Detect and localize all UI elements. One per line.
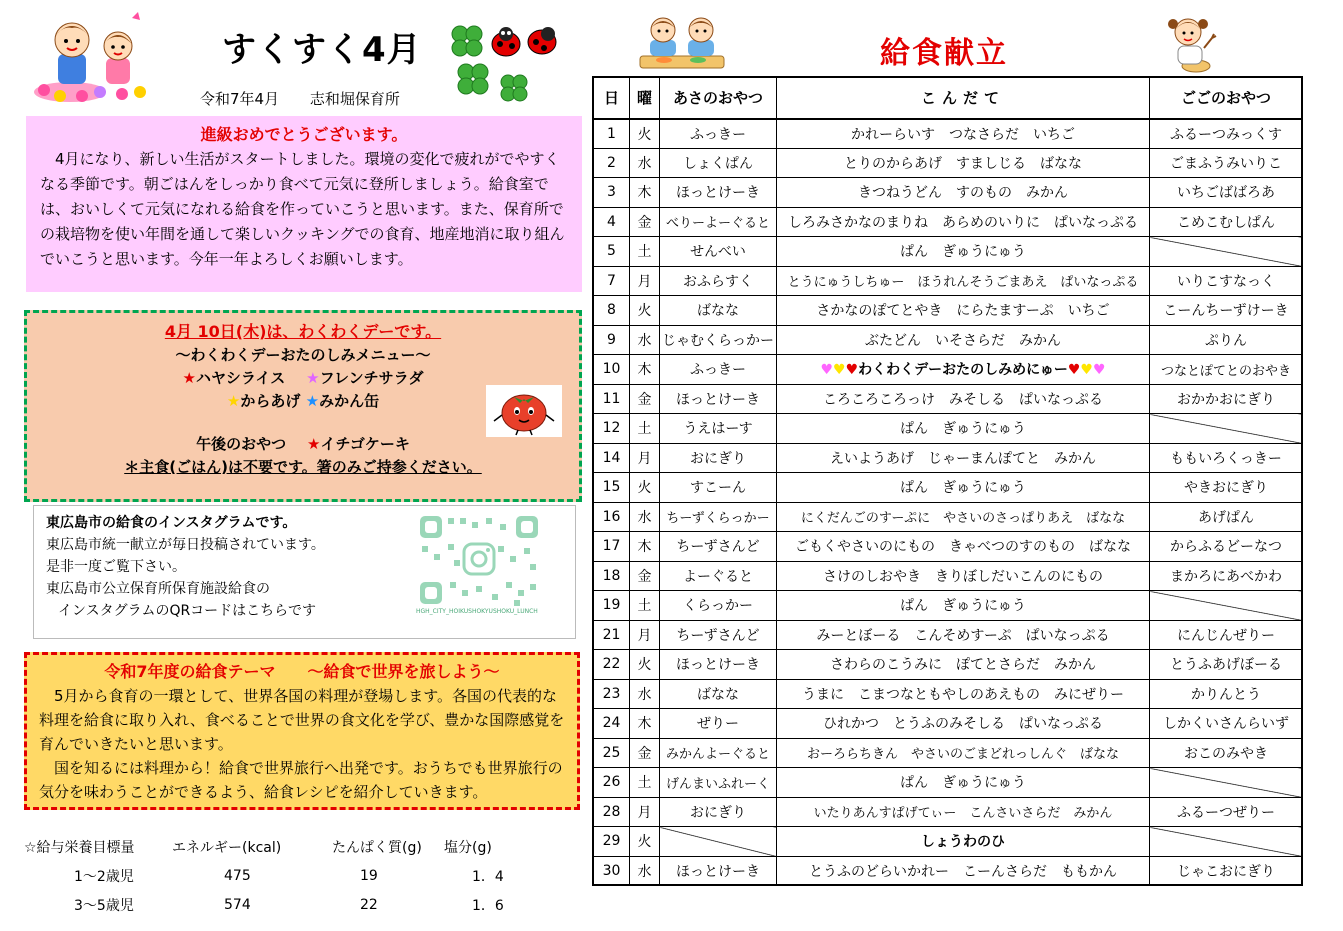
- weekday-cell: 土: [630, 237, 660, 267]
- table-row: [594, 797, 1303, 827]
- afternoon-snack-cell: からふるどーなつ: [1150, 532, 1303, 562]
- day-cell: 14: [594, 443, 630, 473]
- wakuwaku-item-2: フレンチサラダ: [319, 369, 424, 387]
- instagram-line-2: 東広島市統一献立が毎日投稿されています。: [46, 537, 325, 553]
- menu-cell: ぱん ぎゅうにゅう: [777, 414, 1150, 444]
- menu-cell: さけのしおやき きりぼしだいこんのにもの: [777, 561, 1150, 591]
- star-icon: ★: [305, 392, 320, 410]
- tomato-character-icon: [486, 385, 562, 437]
- day-cell: 29: [594, 827, 630, 857]
- table-row: [594, 561, 1303, 591]
- morning-snack-cell: おにぎり: [660, 797, 777, 827]
- weekday-cell: 土: [630, 768, 660, 798]
- morning-snack-cell: しょくぱん: [660, 148, 777, 178]
- morning-snack-cell: せんべい: [660, 237, 777, 267]
- wakuwaku-note: ＊主食(ごはん)は不要です。箸のみご持参ください。: [124, 458, 482, 476]
- afternoon-snack-cell: しかくいさんらいず: [1150, 709, 1303, 739]
- menu-cell: ころころころっけ みそしる ぱいなっぷる: [777, 384, 1150, 414]
- menu-cell: かれーらいす つなさらだ いちご: [777, 119, 1150, 149]
- table-row: [594, 768, 1303, 798]
- afternoon-snack-cell: いちごばばろあ: [1150, 178, 1303, 208]
- table-row: [594, 709, 1303, 739]
- afternoon-snack-cell: ももいろくっきー: [1150, 443, 1303, 473]
- wakuwaku-item-4: みかん缶: [319, 392, 380, 410]
- clover-icon: [444, 20, 564, 102]
- afternoon-snack-cell: じゃこおにぎり: [1150, 856, 1303, 886]
- nutrition-salt: 1．4: [472, 868, 504, 885]
- table-row: [594, 296, 1303, 326]
- wakuwaku-heading: 4月 10日(木)は、わくわくデーです。: [164, 322, 442, 341]
- column-header-morning-snack: あさのおやつ: [660, 78, 777, 119]
- nutrition-header: エネルギー(kcal): [172, 839, 282, 856]
- heart-icon: ♥: [1067, 362, 1081, 379]
- instagram-line-4: 東広島市公立保育所保育施設給食の: [46, 581, 270, 597]
- table-row: [594, 266, 1303, 296]
- menu-cell: ぱん ぎゅうにゅう: [777, 473, 1150, 503]
- weekday-cell: 月: [630, 266, 660, 296]
- menu-cell: えいようあげ じゃーまんぽてと みかん: [777, 443, 1150, 473]
- table-row: [594, 473, 1303, 503]
- heart-icon: ♥: [845, 362, 859, 379]
- afternoon-snack-cell: ぷりん: [1150, 325, 1303, 355]
- issue-date: 令和7年4月: [200, 90, 280, 108]
- day-cell: 28: [594, 797, 630, 827]
- menu-cell: ぱん ぎゅうにゅう: [777, 591, 1150, 621]
- afternoon-snack-cell: まかろにあべかわ: [1150, 561, 1303, 591]
- table-row: [594, 827, 1303, 857]
- column-header-day: 日: [594, 78, 630, 119]
- afternoon-snack-cell: とうふあげぼーる: [1150, 650, 1303, 680]
- column-header-weekday: 曜: [630, 78, 660, 119]
- day-cell: 1: [594, 119, 630, 149]
- table-row: [594, 856, 1303, 886]
- nutrition-energy: 475: [224, 867, 251, 884]
- nutrition-protein: 22: [360, 896, 378, 913]
- weekday-cell: 木: [630, 355, 660, 385]
- weekday-cell: 火: [630, 827, 660, 857]
- day-cell: 21: [594, 620, 630, 650]
- afternoon-snack-cell-empty: [1150, 591, 1303, 621]
- day-cell: 23: [594, 679, 630, 709]
- morning-snack-cell: おふらすく: [660, 266, 777, 296]
- day-cell: 2: [594, 148, 630, 178]
- heart-icon: ♥: [820, 362, 833, 379]
- instagram-line-5: インスタグラムのQRコードはこちらです: [58, 603, 317, 619]
- heart-icon: ♥: [833, 362, 846, 379]
- nutrition-protein: 19: [360, 867, 378, 884]
- nutrition-age: 1～2歳児: [74, 868, 134, 885]
- menu-cell: ぱん ぎゅうにゅう: [777, 237, 1150, 267]
- menu-cell: みーとぼーる こんそめすーぷ ぱいなっぷる: [777, 620, 1150, 650]
- theme-paragraph-1: 5月から食育の一環として、世界各国の料理が登場します。各国の代表的な料理を給食に取り入れ、食べることで世界の食文化を学び、豊かな国際感覚を育んでいきたいと思います。: [39, 687, 565, 753]
- qr-caption: HGH_CITY_HOIKUSHOKYUSHOKU_LUNCH: [416, 608, 538, 615]
- weekday-cell: 金: [630, 738, 660, 768]
- table-row: [594, 620, 1303, 650]
- afternoon-snack-cell: おかかおにぎり: [1150, 384, 1303, 414]
- nutrition-age: 3～5歳児: [74, 897, 134, 914]
- weekday-cell: 金: [630, 207, 660, 237]
- menu-cell: おーろらちきん やさいのごまどれっしんぐ ばなな: [777, 738, 1150, 768]
- snack-item: イチゴケーキ: [320, 435, 410, 453]
- menu-table: [593, 77, 1303, 886]
- weekday-cell: 木: [630, 178, 660, 208]
- morning-snack-cell: ほっとけーき: [660, 384, 777, 414]
- morning-snack-cell: べりーよーぐると: [660, 207, 777, 237]
- afternoon-snack-cell: こめこむしぱん: [1150, 207, 1303, 237]
- weekday-cell: 土: [630, 414, 660, 444]
- weekday-cell: 木: [630, 532, 660, 562]
- day-cell: 16: [594, 502, 630, 532]
- menu-cell-holiday: しょうわのひ: [777, 827, 1150, 857]
- day-cell: 8: [594, 296, 630, 326]
- weekday-cell: 金: [630, 384, 660, 414]
- weekday-cell: 金: [630, 561, 660, 591]
- afternoon-snack-cell: ふるーつみっくす: [1150, 119, 1303, 149]
- table-row: [594, 414, 1303, 444]
- morning-snack-cell: ほっとけーき: [660, 856, 777, 886]
- ladybug-icon: [492, 27, 556, 56]
- morning-snack-cell: くらっかー: [660, 591, 777, 621]
- morning-snack-cell: すこーん: [660, 473, 777, 503]
- morning-snack-cell: うえはーす: [660, 414, 777, 444]
- weekday-cell: 月: [630, 797, 660, 827]
- theme-heading: 令和7年度の給食テーマ ～給食で世界を旅しよう～: [104, 662, 500, 681]
- morning-snack-cell: みかんよーぐると: [660, 738, 777, 768]
- weekday-cell: 土: [630, 591, 660, 621]
- wakuwaku-menu-text: わくわくデーおたのしみめにゅー: [858, 362, 1068, 379]
- morning-snack-cell: じゃむくらっかー: [660, 325, 777, 355]
- star-icon: ★: [306, 369, 320, 387]
- day-cell: 22: [594, 650, 630, 680]
- snack-label: 午後のおやつ: [196, 435, 287, 453]
- day-cell: 4: [594, 207, 630, 237]
- star-icon: ★: [307, 435, 321, 453]
- afternoon-snack-cell: やきおにぎり: [1150, 473, 1303, 503]
- day-cell: 3: [594, 178, 630, 208]
- newsletter-title: すくすく4月: [222, 30, 422, 70]
- heart-icon: ♥: [1092, 362, 1106, 379]
- menu-cell: とりのからあげ すましじる ばなな: [777, 148, 1150, 178]
- day-cell: 10: [594, 355, 630, 385]
- column-header-afternoon-snack: ごごのおやつ: [1150, 78, 1303, 119]
- nutrition-salt: 1．6: [472, 897, 504, 914]
- weekday-cell: 木: [630, 709, 660, 739]
- day-cell: 7: [594, 266, 630, 296]
- morning-snack-cell: ちーずさんど: [660, 620, 777, 650]
- weekday-cell: 水: [630, 502, 660, 532]
- wakuwaku-subheading: ～わくわくデーおたのしみメニュー～: [175, 346, 431, 364]
- instagram-info-box: [33, 505, 576, 639]
- table-row: [594, 502, 1303, 532]
- morning-snack-cell-empty: [660, 827, 777, 857]
- weekday-cell: 火: [630, 296, 660, 326]
- weekday-cell: 水: [630, 148, 660, 178]
- morning-snack-cell: ふっきー: [660, 355, 777, 385]
- heart-icon: ♥: [1080, 362, 1093, 379]
- table-row: [594, 532, 1303, 562]
- eating-kids-icon: [636, 10, 728, 72]
- facility-name: 志和堀保育所: [309, 90, 400, 108]
- table-row: [594, 119, 1303, 149]
- nutrition-header: たんぱく質(g): [332, 839, 422, 856]
- morning-snack-cell: おにぎり: [660, 443, 777, 473]
- table-row: [594, 679, 1303, 709]
- menu-cell: とうふのどらいかれー こーんさらだ ももかん: [777, 856, 1150, 886]
- day-cell: 24: [594, 709, 630, 739]
- menu-cell: にくだんごのすーぷに やさいのさっぱりあえ ばなな: [777, 502, 1150, 532]
- morning-snack-cell: ふっきー: [660, 119, 777, 149]
- issue-info: [200, 88, 426, 109]
- menu-cell: さかなのぽてとやき にらたますーぷ いちご: [777, 296, 1150, 326]
- afternoon-snack-cell: あげぱん: [1150, 502, 1303, 532]
- day-cell: 30: [594, 856, 630, 886]
- afternoon-snack-cell: にんじんぜりー: [1150, 620, 1303, 650]
- nutrition-row: [24, 861, 534, 890]
- lunch-theme-box: [24, 652, 580, 810]
- morning-snack-cell: ほっとけーき: [660, 650, 777, 680]
- table-row: [594, 207, 1303, 237]
- morning-snack-cell: ちーずくらっかー: [660, 502, 777, 532]
- day-cell: 5: [594, 237, 630, 267]
- day-cell: 12: [594, 414, 630, 444]
- weekday-cell: 火: [630, 119, 660, 149]
- weekday-cell: 水: [630, 856, 660, 886]
- kids-illustration-icon: [30, 10, 160, 105]
- wakuwaku-item-1: ハヤシライス: [195, 369, 286, 387]
- day-cell: 18: [594, 561, 630, 591]
- table-row: [594, 355, 1303, 385]
- afternoon-snack-cell: こーんちーずけーき: [1150, 296, 1303, 326]
- menu-cell: ぱん ぎゅうにゅう: [777, 768, 1150, 798]
- nutrition-header: 塩分(g): [444, 839, 492, 856]
- instagram-line-3: 是非一度ご覧下さい。: [46, 559, 186, 575]
- instagram-line-1: 東広島市の給食のインスタグラムです。: [46, 515, 297, 531]
- wakuwaku-item-3: からあげ: [240, 392, 301, 410]
- day-cell: 11: [594, 384, 630, 414]
- afternoon-snack-cell-empty: [1150, 414, 1303, 444]
- table-row: [594, 443, 1303, 473]
- table-row: [594, 650, 1303, 680]
- menu-cell: とうにゅうしちゅー ほうれんそうごまあえ ぱいなっぷる: [777, 266, 1150, 296]
- greeting-body: 4月になり、新しい生活がスタートしました。環境の変化で疲れがでやすくなる季節です。朝ごはんをしっかり食べて元気に登所しましょう。給食室では、おいしくて元気になれる給食を作っていこうと思います。また、保育所での栽培物を使い年間を通して楽しいクッキングでの食育、地産地消に取り組んでいこうと思います。今年一年よろしくお願いします。: [40, 150, 565, 268]
- table-row: [594, 591, 1303, 621]
- morning-snack-cell: ぜりー: [660, 709, 777, 739]
- menu-cell: いたりあんすぱげてぃー こんさいさらだ みかん: [777, 797, 1150, 827]
- afternoon-snack-cell: ごまふうみいりこ: [1150, 148, 1303, 178]
- morning-snack-cell: ばなな: [660, 679, 777, 709]
- morning-snack-cell: げんまいふれーく: [660, 768, 777, 798]
- morning-snack-cell: よーぐると: [660, 561, 777, 591]
- nutrition-row: [24, 890, 534, 919]
- table-row: [594, 384, 1303, 414]
- table-row: [594, 148, 1303, 178]
- weekday-cell: 水: [630, 679, 660, 709]
- afternoon-snack-cell: ふるーつぜりー: [1150, 797, 1303, 827]
- menu-cell: ぶたどん いそさらだ みかん: [777, 325, 1150, 355]
- weekday-cell: 月: [630, 620, 660, 650]
- weekday-cell: 火: [630, 650, 660, 680]
- greeting-box: [26, 116, 582, 292]
- day-cell: 26: [594, 768, 630, 798]
- afternoon-snack-cell-empty: [1150, 237, 1303, 267]
- weekday-cell: 月: [630, 443, 660, 473]
- day-cell: 25: [594, 738, 630, 768]
- column-header-menu: こんだて: [777, 78, 1150, 119]
- afternoon-snack-cell-empty: [1150, 768, 1303, 798]
- morning-snack-cell: ばなな: [660, 296, 777, 326]
- menu-cell: きつねうどん すのもの みかん: [777, 178, 1150, 208]
- table-row: [594, 237, 1303, 267]
- weekday-cell: 水: [630, 325, 660, 355]
- table-row: [594, 178, 1303, 208]
- day-cell: 17: [594, 532, 630, 562]
- menu-cell: さわらのこうみに ぽてとさらだ みかん: [777, 650, 1150, 680]
- nutrition-header-row: [24, 832, 534, 861]
- qr-code-icon[interactable]: [414, 510, 544, 624]
- menu-cell: しろみさかなのまりね あらめのいりに ぱいなっぷる: [777, 207, 1150, 237]
- menu-cell: ひれかつ とうふのみそしる ぱいなっぷる: [777, 709, 1150, 739]
- afternoon-snack-cell: おこのみやき: [1150, 738, 1303, 768]
- afternoon-snack-cell: いりこすなっく: [1150, 266, 1303, 296]
- table-row: [594, 738, 1303, 768]
- morning-snack-cell: ちーずさんど: [660, 532, 777, 562]
- afternoon-snack-cell: つなとぽてとのおやき: [1150, 355, 1303, 385]
- afternoon-snack-cell: かりんとう: [1150, 679, 1303, 709]
- nutrition-header: ☆給与栄養目標量: [24, 839, 135, 856]
- star-icon: ★: [226, 392, 241, 410]
- star-icon: ★: [182, 369, 196, 387]
- day-cell: 19: [594, 591, 630, 621]
- nutrition-energy: 574: [224, 896, 251, 913]
- menu-cell-wakuwaku: [777, 355, 1150, 385]
- day-cell: 15: [594, 473, 630, 503]
- weekday-cell: 火: [630, 473, 660, 503]
- menu-cell: ごもくやさいのにもの きゃべつのすのもの ばなな: [777, 532, 1150, 562]
- afternoon-snack-cell-empty: [1150, 827, 1303, 857]
- nutrition-targets: [24, 832, 534, 919]
- menu-header-row: [594, 78, 1303, 119]
- greeting-heading: 進級おめでとうございます。: [200, 125, 408, 144]
- table-row: [594, 325, 1303, 355]
- menu-title: 給食献立: [880, 36, 1008, 71]
- chef-girl-icon: [1160, 8, 1222, 74]
- day-cell: 9: [594, 325, 630, 355]
- morning-snack-cell: ほっとけーき: [660, 178, 777, 208]
- theme-paragraph-2: 国を知るには料理から！給食で世界旅行へ出発です。おうちでも世界旅行の気分を味わうことができるよう、給食レシピを紹介していきます。: [39, 759, 563, 801]
- menu-cell: うまに こまつなともやしのあえもの みにぜりー: [777, 679, 1150, 709]
